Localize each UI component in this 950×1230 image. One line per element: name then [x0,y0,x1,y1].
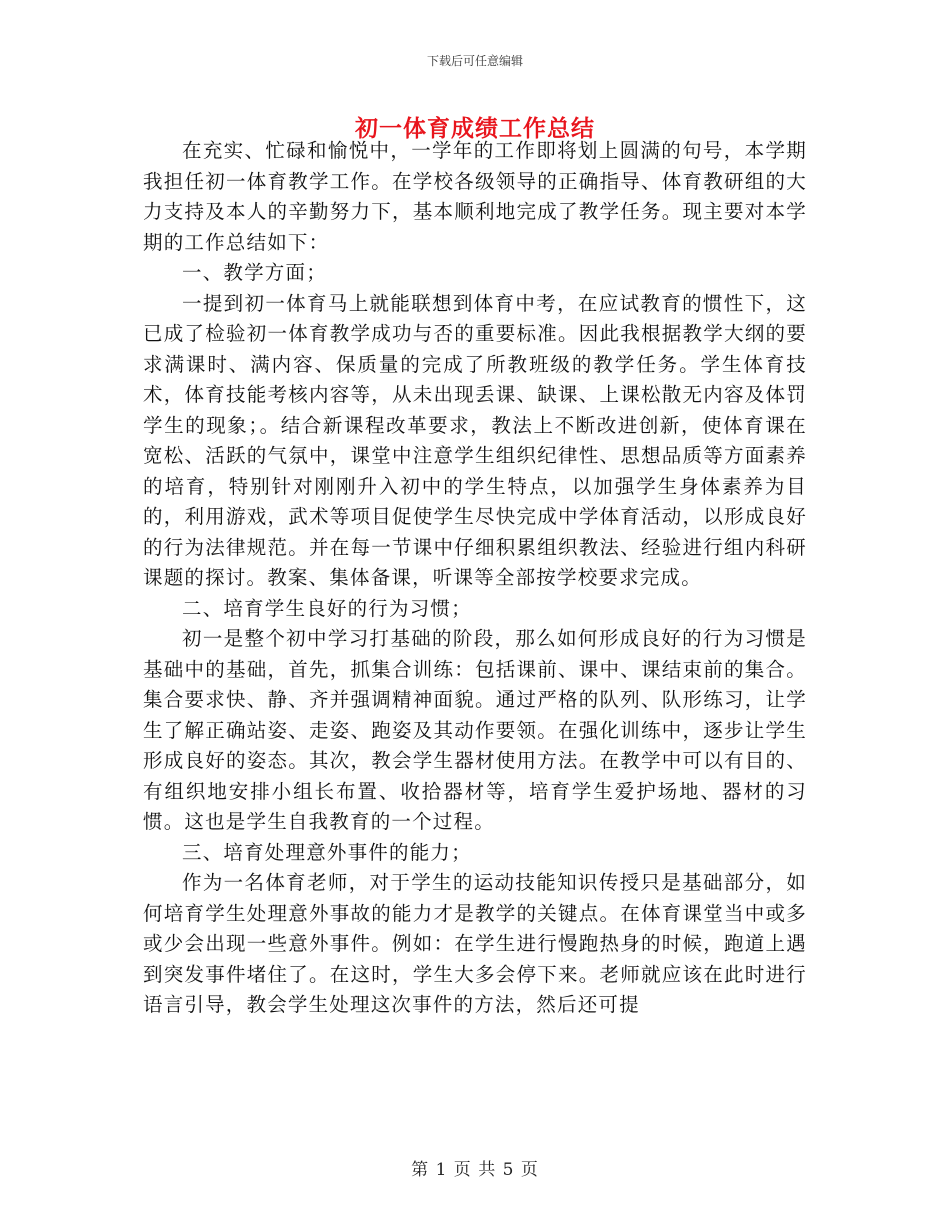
paragraph-accidents: 作为一名体育老师，对于学生的运动技能知识传授只是基础部分，如何培育学生处理意外事故的能力才是教学的关键点。在体育课堂当中或多或少会出现一些意外事件。例如：在学生进行慢跑热身的时候，跑道上遇到突发事件堵住了。在这时，学生大多会停下来。老师就应该在此时进行语言引导，教会学生处理这次事件的方法，然后还可提 [143,871,807,1016]
document-body [143,136,807,1021]
paragraph-intro: 在充实、忙碌和愉悦中，一学年的工作即将划上圆满的句号，本学期我担任初一体育教学工作。在学校各级领导的正确指导、体育教研组的大力支持及本人的辛勤努力下，基本顺利地完成了教学任务。现主要对本学期的工作总结如下： [143,139,807,254]
document-title: 初一体育成绩工作总结 [355,115,595,142]
paragraph-habits: 初一是整个初中学习打基础的阶段，那么如何形成良好的行为习惯是基础中的基础，首先，抓集合训练：包括课前、课中、课结束前的集合。集合要求快、静、齐并强调精神面貌。通过严格的队列、队形练习，让学生了解正确站姿、走姿、跑姿及其动作要领。在强化训练中，逐步让学生形成良好的姿态。其次，教会学生器材使用方法。在教学中可以有目的、有组织地安排小组长布置、收拾器材等，培育学生爱护场地、器材的习惯。这也是学生自我教育的一个过程。 [143,627,807,833]
section-heading-teaching: 一、教学方面； [182,261,327,284]
page-number-footer: 第 1 页 共 5 页 [411,1160,539,1180]
page-header-note: 下载后可任意编辑 [426,54,523,68]
section-heading-habits: 二、培育学生良好的行为习惯； [182,596,472,620]
paragraph-teaching: 一提到初一体育马上就能联想到体育中考，在应试教育的惯性下，这已成了检验初一体育教学成功与否的重要标准。因此我根据教学大纲的要求满课时、满内容、保质量的完成了所教班级的教学任务。学生体育技术，体育技能考核内容等，从未出现丢课、缺课、上课松散无内容及体罚学生的现象；。结合新课程改革要求，教法上不断改进创新，使体育课在宽松、活跃的气氛中，课堂中注意学生组织纪律性、思想品质等方面素养的培育，特别针对刚刚升入初中的学生特点，以加强学生身体素养为目的，利用游戏，武术等项目促使学生尽快完成中学体育活动，以形成良好的行为法律规范。并在每一节课中仔细积累组织教法、经验进行组内科研课题的探讨。教案、集体备课，听课等全部按学校要求完成。 [143,291,807,589]
section-heading-accidents: 三、培育处理意外事件的能力； [182,840,472,864]
